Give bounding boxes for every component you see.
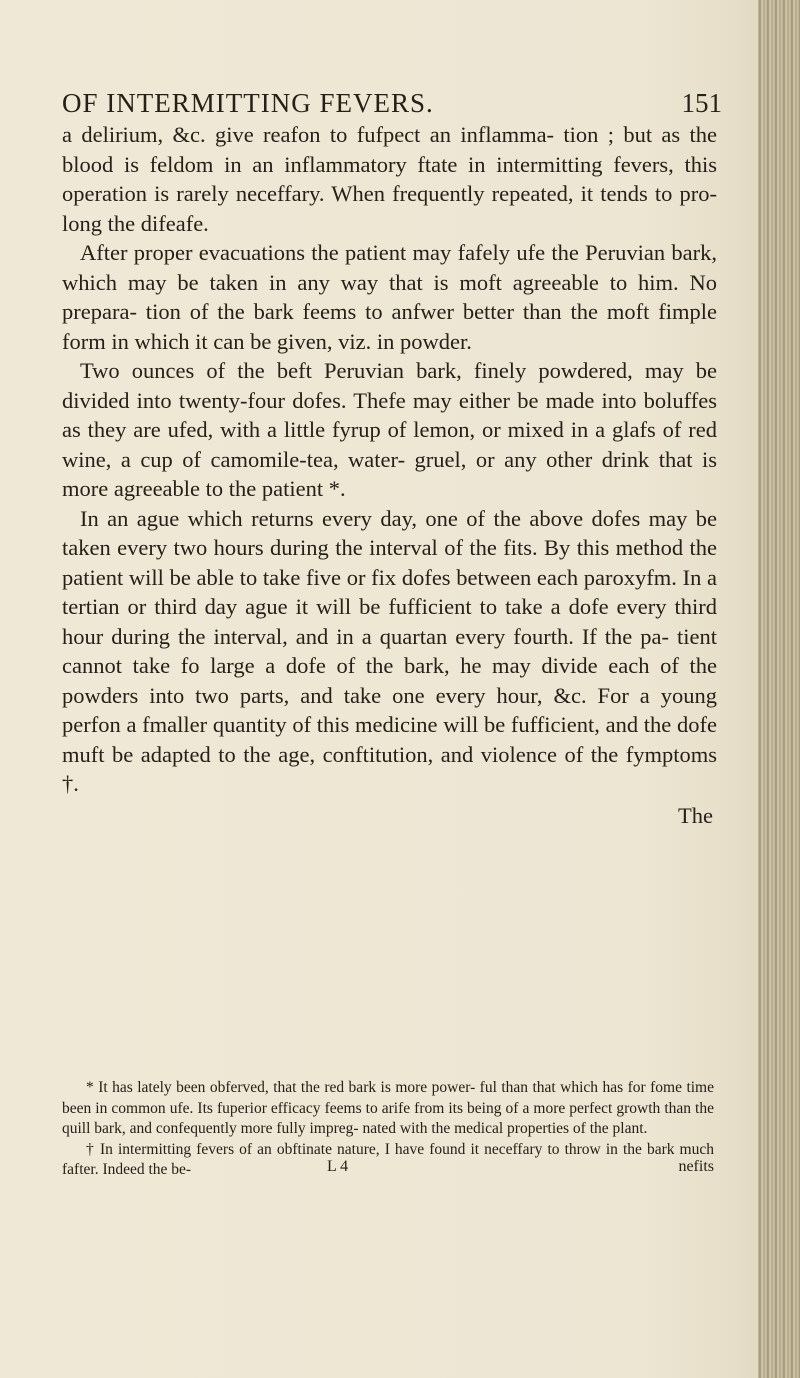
footer-catchword: nefits: [678, 1158, 714, 1175]
paragraph-4: In an ague which returns every day, one of the above dofes may be taken every two hours during the interval of the fits. By this method the patient will be able to take five or fix dofes between each paroxyfm. In a tertian or third day ague it will be fufficient to take a dofe every third hour during the interval, and in a quartan every fourth. If the pa- tient cannot take fo large a dofe of the bark, he may divide each of the powders into two parts, and take one every hour, &c. For a young perfon a fmaller quantity of this medicine will be fufficient, and the dofe muft be adapted to the age, conftitution, and violence of the fymptoms †.: [62, 505, 717, 796]
paragraph-3: Two ounces of the beft Peruvian bark, finely powdered, may be divided into twenty-four dofes. Thefe may either be made into boluffes as they are ufed, with a little fyrup of lemon, or mixed in a glafs of red wine, a cup of camomile-tea, water- gruel, or any other drink that is more agreeable to the patient *.: [62, 358, 717, 501]
running-head-title: OF INTERMITTING FEVERS.: [62, 88, 434, 118]
footnote-intermitting: † In intermitting fevers of an obftinate nature, I have found it neceffary to throw in the bark much fafter. Indeed the be-: [62, 1140, 714, 1178]
page-number: 151: [681, 88, 722, 118]
book-binding-edge: [758, 0, 800, 1378]
paragraph-2: After proper evacuations the patient may fafely ufe the Peruvian bark, which may be taken in any way that is moft agreeable to him. No prepara- tion of the bark feems to anfwer better than the moft fimple form in which it can be given, viz. in powder.: [62, 240, 717, 354]
page-footer: [62, 1158, 714, 1180]
running-head: [62, 88, 722, 122]
footnote-red-bark: * It has lately been obferved, that the red bark is more power- ful than that which has for fome time been in common ufe. Its fuperior efficacy feems to arife from its being of a more perfect growth than the quill bark, and confequently more fully impreg- nated with the medical properties of the plant.: [62, 1079, 714, 1137]
catchword: The: [678, 802, 713, 828]
signature-mark: L 4: [327, 1158, 349, 1175]
body-text: [62, 120, 717, 830]
paragraph-1: a delirium, &c. give reafon to fufpect an inflamma- tion ; but as the blood is feldom in an inflammatory ftate in intermitting fevers, this operation is rarely neceffary. When frequently repeated, it tends to pro- long the difeafe.: [62, 122, 717, 236]
